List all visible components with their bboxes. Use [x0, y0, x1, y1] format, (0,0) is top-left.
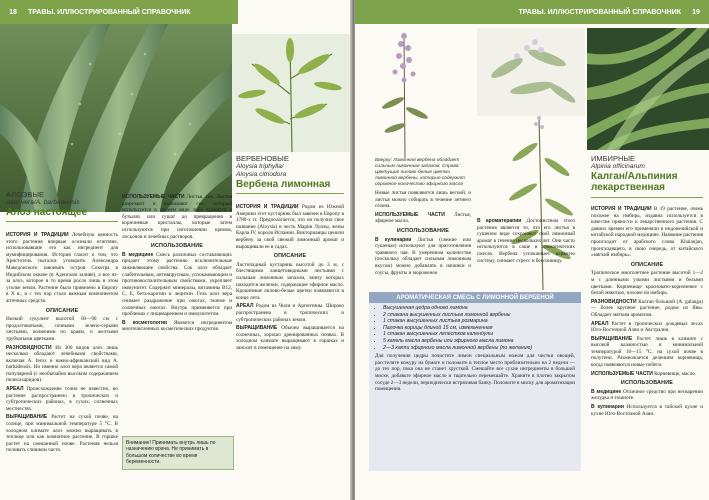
aloe-usage-heading: ИСПОЛЬЗОВАНИЕ	[150, 243, 204, 250]
verbena-column	[236, 204, 344, 353]
recipe-ingredient: • 1 стакан высушенных листьев розмарина	[383, 318, 575, 325]
right-page	[355, 0, 709, 500]
aloe-column-2	[122, 194, 232, 335]
aloe-cultivation-text: Растет на сухой почве, на солнце, при минимальной температуре 5 °С. В холодном климате алоэ можно выращивать в теплице или как комнатное растение. В горшке растет на смешанной почве. Растения нельзя поливать слишком часто.	[6, 414, 118, 454]
verbena-history-label: ИСТОРИЯ И ТРАДИЦИИ	[236, 204, 299, 210]
ginger-description-heading: ОПИСАНИЕ	[630, 261, 664, 268]
aloe-warning-text: Внимание! Принимать внутрь лишь по назначению врача. Не принимать в большом количестве во время беременности.	[126, 440, 216, 466]
ginger-medicine-text: Отличное средство при несварении желудка и тошноте.	[591, 388, 703, 402]
aloe-heading-block	[6, 192, 118, 226]
aloe-cosmetics-text: Является ингредиентом многочисленных косметических продуктов.	[122, 319, 232, 333]
recipe-ingredient: • 5 капель масла вербены или эфирного масла лимона	[383, 338, 575, 345]
recipe-ingredient: • 2—3 капли эфирного масла лимонной вербены (по желанию)	[383, 345, 575, 352]
ginger-photo	[587, 28, 709, 150]
recipe-title: АРОМАТИЧЕСКАЯ СМЕСЬ С ЛИМОННОЙ ВЕРБЕНОЙ	[369, 293, 581, 303]
ginger-cooking-label: В кулинарии	[591, 404, 624, 411]
ginger-title-line-2: лекарственная	[591, 182, 665, 194]
left-page	[0, 0, 352, 500]
recipe-ingredient: • Палочка корицы длиной 15 см, измельченная	[383, 325, 575, 332]
ginger-varieties-text: Калган большой (A. galanga) — более крупное растение, родом из Явы. Обладает мягким ароматом.	[591, 298, 703, 318]
verbena-family: ВЕРБЕНОВЫЕ	[236, 154, 289, 163]
recipe-ingredient: • 2 стакана высушенных листьев лимонной вербены	[383, 312, 575, 319]
verbena-leaves-photo	[232, 34, 350, 152]
header-title-right: ТРАВЫ. ИЛЛЮСТРИРОВАННЫЙ СПРАВОЧНИК	[518, 8, 681, 16]
verbena-used-parts-label: ИСПОЛЬЗУЕМЫЕ ЧАСТИ	[375, 211, 445, 218]
verbena-area-label: АРЕАЛ	[236, 303, 254, 310]
verbena-aromatherapy-column	[477, 218, 575, 266]
recipe-ingredients-list	[369, 305, 581, 351]
recipe-method: Для получения цедры почистите лимон специальным ножом для чистки овощей, расстелите кожуру на бумаге и положите в теплое место приблизительно на 2 недели — до тех пор, пока она не станет хрусткой. Смешайте все сухие ингредиенты в большой миске, добавьте эфирное масло и тщательно перемешайте. Храните в плотно закрытом сосуде 2—3 недели, периодически встряхивая банку. Положите в миску для ароматизации помещения.	[375, 353, 575, 393]
ginger-family: ИМБИРНЫЕ	[591, 154, 636, 163]
verbena-continued-text: Новые листья появляются лишь весной, и листья можно собирать в течение летнего сезона.	[375, 190, 471, 210]
verbena-cultivation-text: Обычно выращивается на солнечных, хорошо дренированных почвах. В холодном климате выращивают в горшках и заносят в помещение на зиму.	[236, 325, 344, 351]
verbena-latin-name-1: Aloysia triphylla/	[236, 162, 284, 170]
aloe-used-parts-text: Листья, сок. Листья разрезают и выжимают сок, который используется в свежем виде либо хранится в бутылях или сушат до превращения в коричневые кристаллы, которые затем используются при изготовлении кремов, лосьонов и лечебных растворов.	[122, 194, 232, 240]
verbena-photo-caption	[375, 158, 471, 188]
aloe-title-rule	[6, 221, 118, 222]
verbena-usage-heading: ИСПОЛЬЗОВАНИЕ	[396, 227, 450, 234]
aloe-area-label: АРЕАЛ	[6, 386, 24, 393]
aloe-photo	[0, 24, 232, 212]
ginger-area-text: Растет в тропических дождевых лесах Юго-Восточной Азии и Австралии.	[591, 320, 703, 334]
verbena-history-text: Родом из Южной Америки этот кустарник был завезен в Европу в 1780-х гг. Предполагается, что он получил свое название (Aloysia) в честь Марии Луизы, жены Карла IV, короля Испании. Викторианцы ценили вербену за свой свежий лимонный аромат и выращивали ее в садах.	[236, 204, 344, 250]
verbena-aromatherapy-text: Достоинством этого растения является то, что его листья в сушеном виде сохраняют свой лимонный аромат в течение нескольких лет. Они часто используются в саше и ароматических смесях. Вербена успокаивает нервную систему, снимает стресс и бессонницу.	[477, 218, 576, 264]
verbena-used-parts-text: Листья, эфирное масло.	[375, 211, 471, 225]
aloe-medicine-text: Смесь различных составляющих придает этому растению исключительные заживляющие свойства. Сок алоэ обладает слабительным, антивирусным, успокаивающим и противовоспалительным свойствами, укрепляет иммунитет. Содержит минералы, витамины B12, C, E, бета-каротин и лецитин. Гель алоэ вера снимает раздражение при ожогах, экземе и солнечных ожогах. Внутрь применяется при проблемах с пищеварением и иммунитетом.	[122, 251, 232, 318]
ginger-cultivation-label: ВЫРАЩИВАНИЕ	[591, 335, 633, 342]
verbena-aromatherapy-label: В ароматерапии	[477, 218, 522, 224]
recipe-box	[369, 292, 581, 471]
ginger-column	[591, 206, 703, 419]
verbena-plant-photo	[477, 28, 585, 116]
ginger-cooking-text: Используется в тайской кухне и кухне Юго-Восточной Азии.	[591, 404, 703, 417]
aloe-medicine-label: В медицине	[122, 251, 154, 258]
aloe-latin-name: Aloe vera/A. barbadensis	[6, 198, 80, 206]
ginger-medicine-label: В медицине	[591, 388, 622, 395]
ginger-history-text: В 19 растение, очень похожее на имбирь, издавна используется в качестве пряности и лекарственного растения. С давних времен его применяли в индонезийской и китайской народной медицине. Название растения происходит от арабского слова Khalanjan, происходящего, в свою очередь, от китайского «мягкий имбирь».	[591, 206, 703, 259]
ginger-latin-name: Alpinia officinarum	[591, 162, 645, 170]
aloe-description-heading: ОПИСАНИЕ	[45, 307, 79, 314]
ginger-title-rule	[591, 197, 703, 198]
aloe-varieties-label: РАЗНОВИДНОСТИ	[6, 344, 52, 351]
ginger-title-line-1: Калган/Альпиния	[591, 170, 678, 182]
aloe-title: Алоэ настоящее	[6, 206, 88, 218]
ginger-description-text: Тропическое многолетнее растение высотой 1—2 м с длинными узкими листьями и белыми цветками. Корневище красновато-коричневое с белой мякотью, похоже на имбирь.	[591, 270, 703, 297]
verbena-area-text: Родом из Чили и Аргентины. Широко распространена в тропических и субтропических районах земли.	[236, 303, 344, 323]
aloe-used-parts-label: ИСПОЛЬЗУЕМЫЕ ЧАСТИ	[122, 194, 185, 200]
verbena-cooking-text: Листья (свежие или сушеные) используют для приготовления травяного чая. В умеренном количестве (поскольку обладает сильным лимонным вкусом) можно добавлять в начинки и соусы, фрукты и мороженое.	[375, 236, 472, 276]
aloe-column-1	[6, 232, 118, 456]
aloe-description-text: Низкий сукулент высотой 60—90 см с продолговатыми, сочными зелено-серыми листьями, колючими по краям, и желтыми трубчатыми цветками.	[6, 316, 118, 342]
ginger-used-parts-text: Корневище, масло.	[654, 370, 697, 377]
aloe-area-text: Происхождение точно не известно, но растение распространено в тропических и субтропических районах, в сухих, солнечных местностях.	[6, 386, 119, 412]
verbena-description-heading: ОПИСАНИЕ	[273, 253, 307, 260]
page-header-right	[355, 0, 709, 24]
ginger-usage-heading: ИСПОЛЬЗОВАНИЕ	[620, 380, 674, 387]
aloe-cosmetics-label: В косметологии	[122, 319, 167, 326]
verbena-cultivation-label: ВЫРАЩИВАНИЕ	[236, 325, 278, 332]
aloe-history-label: ИСТОРИЯ И ТРАДИЦИИ	[6, 232, 69, 238]
page-number-left: 18	[9, 8, 17, 16]
recipe-ingredient: • 1 стакан высушенных лепестков календулы	[383, 331, 575, 338]
verbena-title: Вербена лимонная	[236, 178, 331, 190]
ginger-cultivation-text: Растет лишь в климате с высокой влажностью и минимальной температурой 10—15 °C, на сухой почве в полутени. Размножается делением корневища, когда появляются новые побеги.	[591, 335, 703, 369]
verbena-flower-photo	[375, 28, 433, 158]
ginger-heading-block	[591, 156, 703, 202]
ginger-used-parts-label: ИСПОЛЬЗУЕМЫЕ ЧАСТИ	[591, 370, 653, 377]
verbena-continued-column	[375, 190, 471, 278]
aloe-family: АЛОЭВЫЕ	[6, 190, 44, 199]
page-header-left	[0, 0, 238, 24]
aloe-history-text: Лечебную ценность этого растения впервые осознали египтяне, использовавшие его как ингредиент для мумифицирования. История гласит о том, что Аристотель пытался уговорить Александра Македонского завоевать остров Сокотра в Индийском океане (в Аденском заливе), а все из-за алоэ, которое в то время росло лишь в этом уголке земли. Растение было привезено в Европу в X в., и с тех пор стало важным компонентом аптечных средств.	[6, 232, 118, 304]
header-title-left: ТРАВЫ. ИЛЛЮСТРИРОВАННЫЙ СПРАВОЧНИК	[28, 8, 191, 16]
verbena-heading-block	[236, 156, 344, 198]
page-number-right: 19	[692, 8, 700, 16]
verbena-caption-text: Вверху: Лимонная вербена обладает сильным лимонным запахом. Справа: Цветущие лилово-белые цветки лимонной вербены, которые содержат огромное количество эфирного масла	[375, 158, 465, 187]
verbena-cooking-label: В кулинарии	[375, 236, 412, 243]
aloe-varieties-text: Из 300 видов алоэ лишь несколько обладают лечебными свойствами, включая A. ferox и южно-африканский вид A. barbadensis. Но именно алоэ вера является самой популярной (с необычайно высоким содержанием полисахаридов).	[6, 344, 119, 384]
aloe-cultivation-label: ВЫРАЩИВАНИЕ	[6, 414, 48, 421]
ginger-varieties-label: РАЗНОВИДНОСТИ	[591, 298, 637, 305]
ginger-area-label: АРЕАЛ	[591, 320, 609, 327]
ginger-history-label: ИСТОРИЯ И ТРАДИЦИИ	[591, 206, 652, 212]
aloe-warning-note	[122, 436, 234, 470]
verbena-title-rule	[236, 193, 344, 194]
verbena-latin-name-2: Aloysia citriodora	[236, 170, 287, 178]
recipe-ingredient: • Высушенная цедра одного лимона	[383, 305, 575, 312]
verbena-description-text: Листопадный кустарник высотой до 3 м, с блестящими ланцетовидными листьями с сильным лимонным запахом, внизу которых находятся железки, содержащие эфирное масло. Крошечные лилово-белые цветки появляются в конце лета.	[236, 261, 344, 301]
